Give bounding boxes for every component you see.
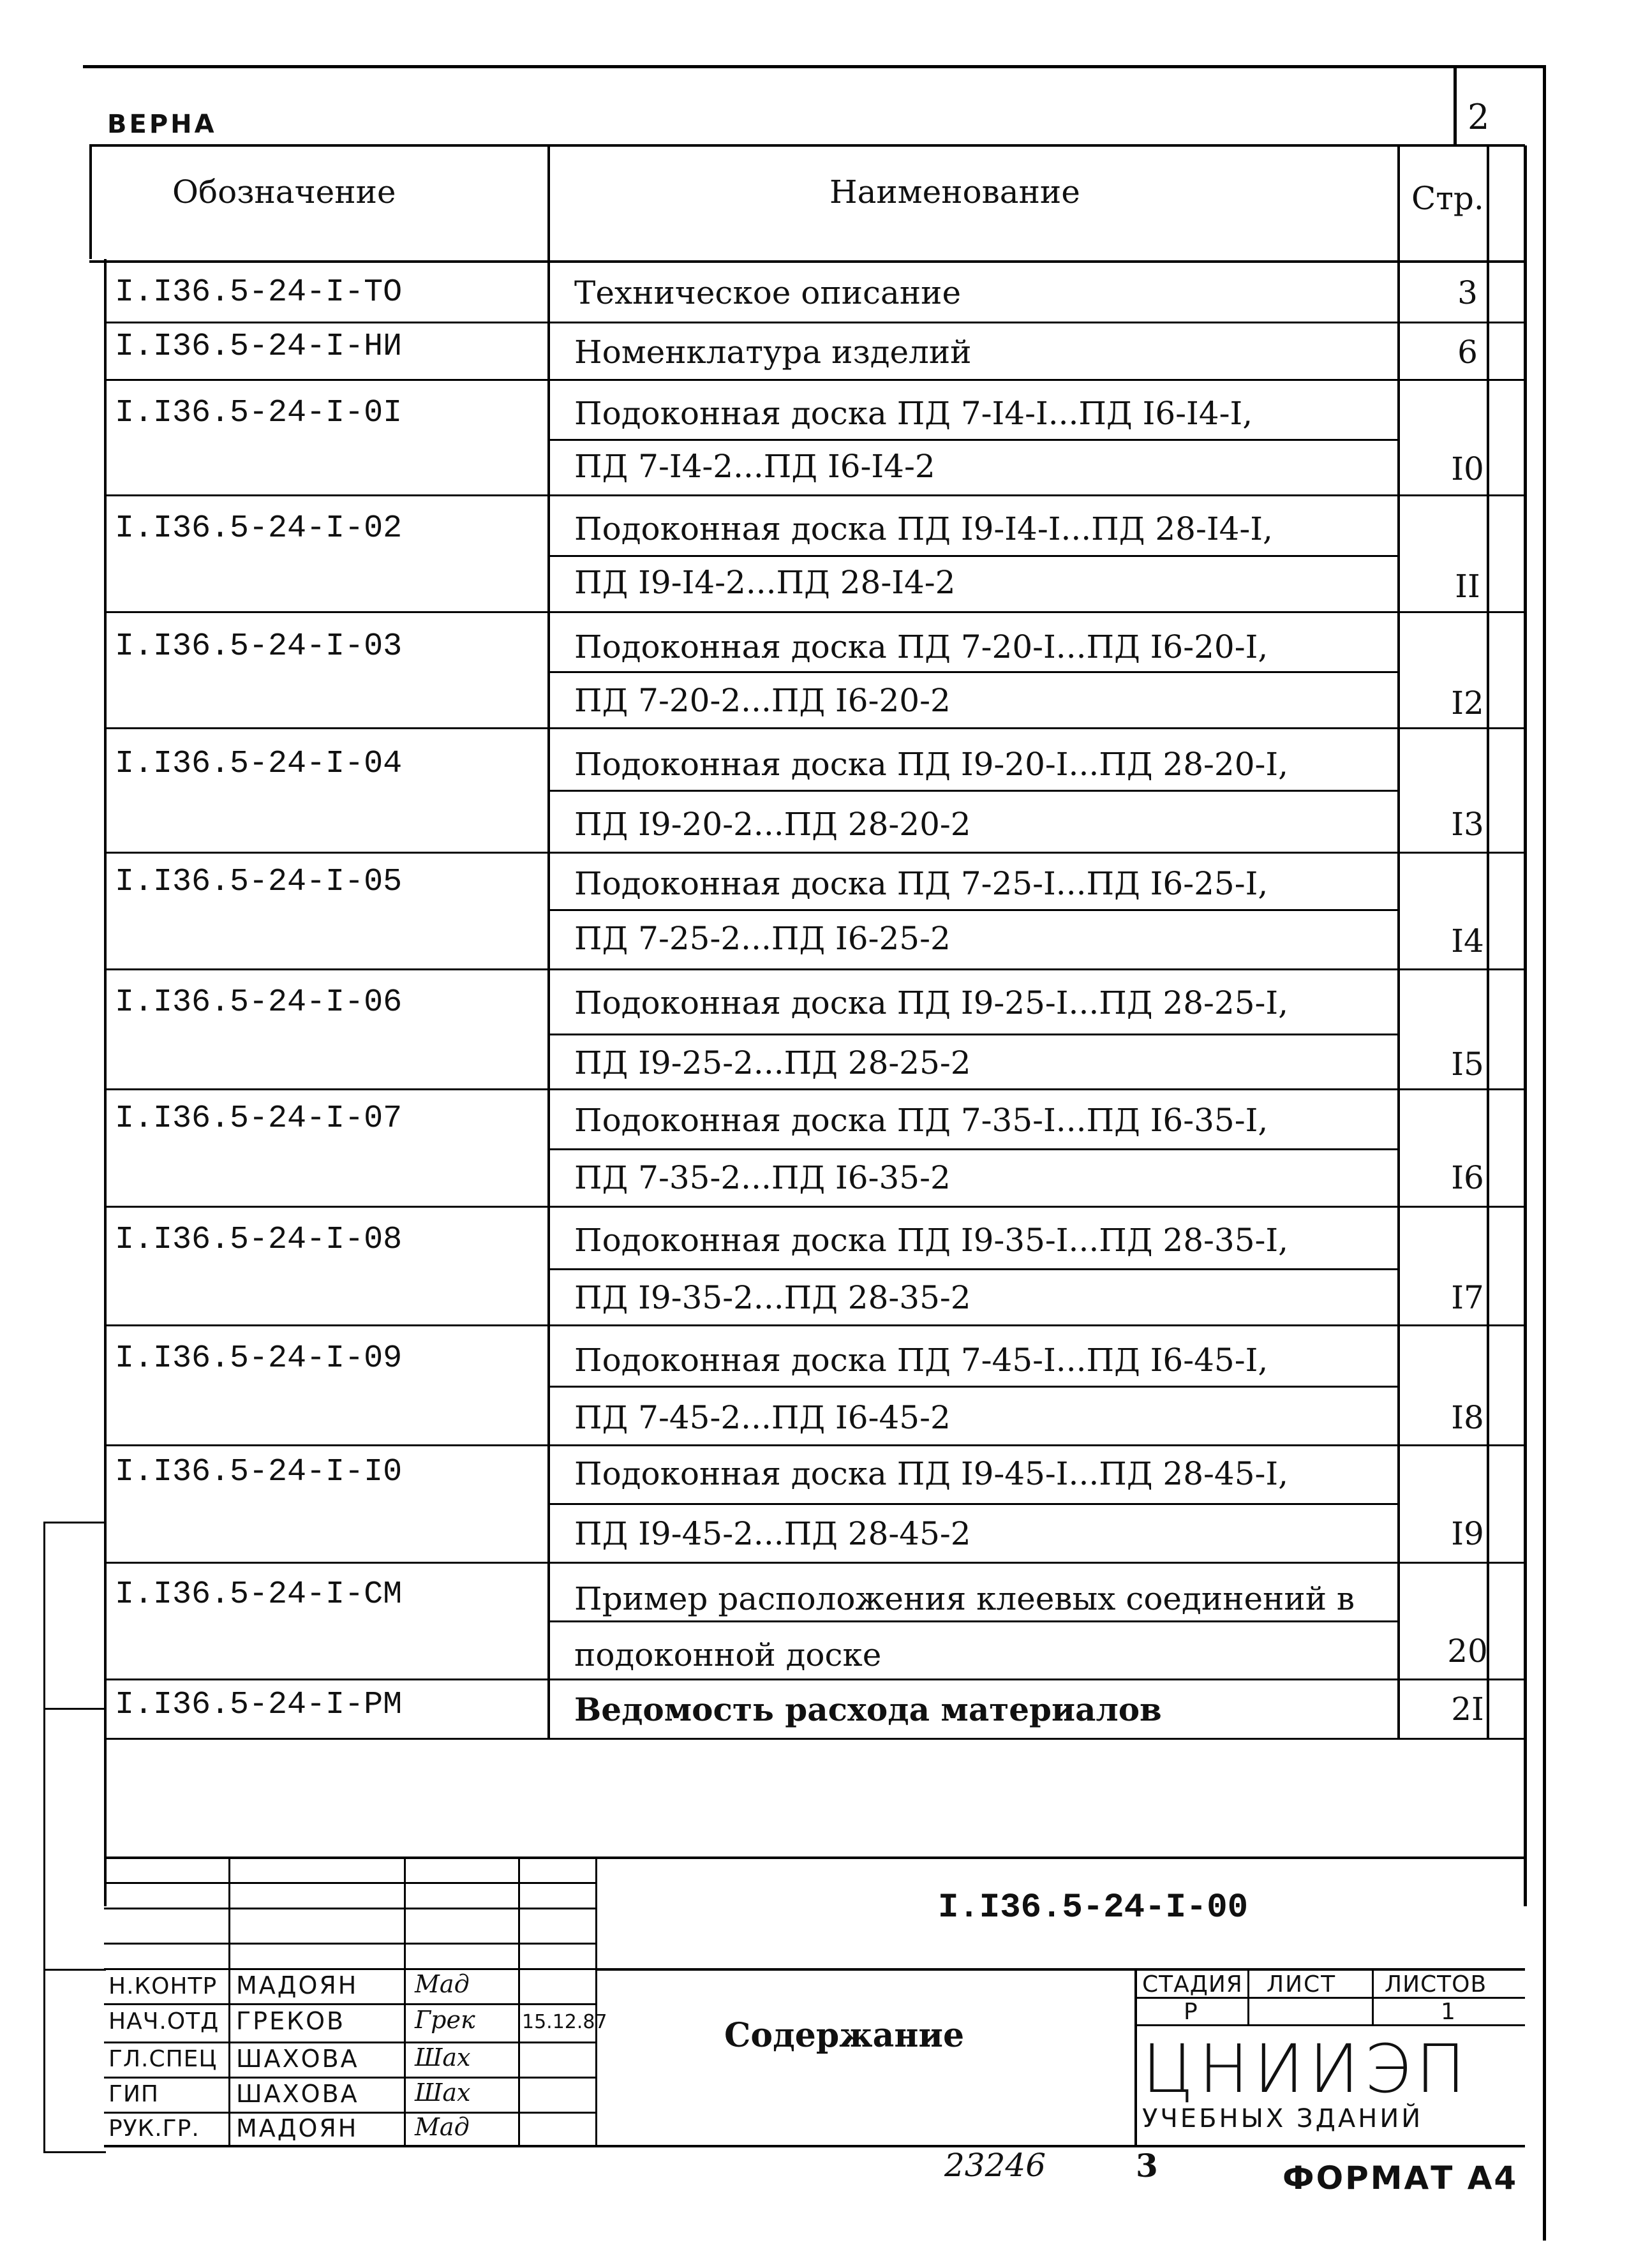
tb-grid bbox=[104, 1968, 597, 1970]
row-code: I.I36.5-24-I-04 bbox=[115, 746, 403, 782]
row-code: I.I36.5-24-I-09 bbox=[115, 1340, 403, 1377]
sign-date: 15.12.87 bbox=[522, 2011, 607, 2033]
margin-line bbox=[43, 1708, 106, 1710]
row-page: I3 bbox=[1451, 806, 1484, 843]
table-left-line bbox=[89, 144, 92, 259]
person-name: МАДОЯН bbox=[236, 1971, 359, 1999]
table-row bbox=[0, 1505, 1636, 1564]
row-code: I.I36.5-24-I-07 bbox=[115, 1101, 403, 1137]
row-page: I8 bbox=[1451, 1399, 1484, 1436]
row-name: Номенклатура изделий bbox=[574, 334, 972, 371]
row-page: I7 bbox=[1451, 1279, 1484, 1316]
row-name: Подоконная доска ПД I9-45-I...ПД 28-45-I, bbox=[574, 1455, 1289, 1492]
table-row bbox=[0, 1564, 1636, 1622]
page-number: 3 bbox=[1136, 2147, 1158, 2184]
sheet-label: ЛИСТ bbox=[1267, 1971, 1337, 1997]
table-row bbox=[0, 440, 1636, 499]
row-name: ПД 7-45-2...ПД I6-45-2 bbox=[574, 1399, 951, 1436]
row-name: ПД I9-35-2...ПД 28-35-2 bbox=[574, 1279, 971, 1316]
verified-stamp: ВЕРНА bbox=[107, 110, 217, 139]
person-name: ШАХОВА bbox=[236, 2045, 359, 2073]
row-name: Подоконная доска ПД 7-I4-I...ПД I6-I4-I, bbox=[574, 395, 1253, 432]
row-name: ПД I9-20-2...ПД 28-20-2 bbox=[574, 806, 971, 843]
table-row bbox=[0, 792, 1636, 850]
stage-label: СТАДИЯ bbox=[1142, 1971, 1243, 1997]
organization-subtitle: УЧЕБНЫХ ЗДАНИЙ bbox=[1142, 2104, 1424, 2133]
row-code: I.I36.5-24-I-РМ bbox=[115, 1687, 403, 1723]
row-name: Подоконная доска ПД I9-35-I...ПД 28-35-I, bbox=[574, 1222, 1289, 1259]
title-block-bottom bbox=[104, 2145, 1525, 2147]
stage-grid bbox=[1247, 1968, 1249, 2024]
table-row bbox=[0, 263, 1636, 322]
row-page: II bbox=[1455, 568, 1480, 605]
row-name: Подоконная доска ПД 7-35-I...ПД I6-35-I, bbox=[574, 1102, 1268, 1139]
tb-grid bbox=[104, 2003, 597, 2005]
role-label: НАЧ.ОТД bbox=[108, 2008, 219, 2035]
signature: Шах bbox=[415, 2079, 471, 2107]
row-code: I.I36.5-24-I-03 bbox=[115, 628, 403, 665]
row-code: I.I36.5-24-I-02 bbox=[115, 510, 403, 547]
archive-number: 23246 bbox=[944, 2147, 1046, 2184]
format-label: ФОРМАТ А4 bbox=[1283, 2160, 1519, 2197]
row-name: Ведомость расхода материалов bbox=[574, 1691, 1162, 1728]
table-row bbox=[0, 854, 1636, 912]
row-name: Подоконная доска ПД I9-I4-I...ПД 28-I4-I, bbox=[574, 510, 1273, 547]
column-header-code: Обозначение bbox=[172, 174, 396, 211]
row-page: I0 bbox=[1451, 450, 1484, 487]
organization-name: ЦНИИЭП bbox=[1142, 2030, 1471, 2108]
table-row bbox=[0, 1035, 1636, 1094]
row-page: 20 bbox=[1447, 1633, 1488, 1670]
row-page: I2 bbox=[1451, 685, 1484, 722]
tb-grid bbox=[104, 2077, 597, 2079]
table-row bbox=[0, 729, 1636, 788]
table-row bbox=[0, 556, 1636, 615]
sheet-number: 2 bbox=[1468, 97, 1490, 137]
row-page: I6 bbox=[1451, 1159, 1484, 1196]
row-name: Подоконная доска ПД 7-25-I...ПД I6-25-I, bbox=[574, 865, 1268, 902]
row-code: I.I36.5-24-I-НИ bbox=[115, 329, 403, 365]
table-row bbox=[0, 323, 1636, 382]
row-page: 2I bbox=[1451, 1691, 1484, 1728]
document-designation: I.I36.5-24-I-00 bbox=[938, 1888, 1249, 1927]
role-label: ГЛ.СПЕЦ bbox=[108, 2046, 218, 2072]
row-code: I.I36.5-24-I-05 bbox=[115, 864, 403, 900]
sheets-value: 1 bbox=[1441, 1999, 1455, 2025]
table-row bbox=[0, 1622, 1636, 1681]
sheet-box-left bbox=[1454, 65, 1457, 145]
signature: Мад bbox=[415, 2113, 470, 2141]
table-row bbox=[0, 1388, 1636, 1446]
person-name: МАДОЯН bbox=[236, 2114, 359, 2142]
signature: Мад bbox=[415, 1970, 470, 1998]
header-bottom-line bbox=[89, 144, 1525, 147]
row-name: ПД 7-I4-2...ПД I6-I4-2 bbox=[574, 448, 935, 485]
title-block-mid bbox=[597, 1968, 1525, 1971]
margin-line bbox=[43, 1522, 45, 2153]
margin-line bbox=[43, 2151, 106, 2153]
row-page: I9 bbox=[1451, 1515, 1484, 1552]
row-code: I.I36.5-24-I-08 bbox=[115, 1222, 403, 1258]
column-header-name: Наименование bbox=[829, 174, 1080, 211]
row-code: I.I36.5-24-I-0I bbox=[115, 395, 403, 431]
row-code: I.I36.5-24-I-СМ bbox=[115, 1576, 403, 1613]
row-name: подоконной доске bbox=[574, 1636, 882, 1673]
table-row bbox=[0, 970, 1636, 1029]
row-name: ПД I9-I4-2...ПД 28-I4-2 bbox=[574, 564, 956, 601]
signature: Грек bbox=[415, 2006, 475, 2034]
row-name: Подоконная доска ПД I9-25-I...ПД 28-25-I, bbox=[574, 984, 1289, 1021]
row-name: ПД 7-20-2...ПД I6-20-2 bbox=[574, 682, 951, 719]
row-page: 3 bbox=[1457, 274, 1478, 311]
tb-grid bbox=[104, 2042, 597, 2043]
row-page: I5 bbox=[1451, 1046, 1484, 1083]
tb-grid bbox=[518, 1857, 520, 2147]
row-code: I.I36.5-24-I-ТО bbox=[115, 274, 403, 311]
table-row bbox=[0, 1446, 1636, 1505]
row-name: ПД 7-35-2...ПД I6-35-2 bbox=[574, 1159, 951, 1196]
table-row bbox=[0, 1090, 1636, 1149]
role-label: ГИП bbox=[108, 2081, 159, 2107]
signature: Шах bbox=[415, 2043, 471, 2072]
margin-line bbox=[43, 1969, 106, 1971]
row-name: Подоконная доска ПД 7-45-I...ПД I6-45-I, bbox=[574, 1342, 1268, 1379]
tb-grid bbox=[104, 1908, 597, 1909]
table-row bbox=[0, 1270, 1636, 1329]
row-page: 6 bbox=[1457, 334, 1478, 371]
margin-line bbox=[43, 1522, 106, 1523]
row-name: ПД 7-25-2...ПД I6-25-2 bbox=[574, 920, 951, 957]
row-name: ПД I9-45-2...ПД 28-45-2 bbox=[574, 1515, 971, 1552]
role-label: Н.КОНТР bbox=[108, 1973, 218, 1999]
row-name: Техническое описание bbox=[574, 274, 962, 311]
row-name: Пример расположения клеевых соединений в bbox=[574, 1580, 1355, 1617]
row-name: Подоконная доска ПД 7-20-I...ПД I6-20-I, bbox=[574, 628, 1268, 665]
tb-grid bbox=[595, 1857, 597, 2147]
table-row bbox=[0, 1150, 1636, 1209]
role-label: РУК.ГР. bbox=[108, 2116, 200, 2142]
tb-grid bbox=[104, 1882, 597, 1884]
column-header-page: Стр. bbox=[1411, 180, 1484, 217]
table-row bbox=[0, 1208, 1636, 1266]
tb-grid bbox=[104, 2112, 597, 2114]
row-code: I.I36.5-24-I-06 bbox=[115, 984, 403, 1021]
row-code: I.I36.5-24-I-I0 bbox=[115, 1454, 403, 1490]
tb-grid bbox=[228, 1857, 230, 2147]
frame-top-line bbox=[83, 65, 1544, 68]
table-row bbox=[0, 673, 1636, 732]
row-name: ПД I9-25-2...ПД 28-25-2 bbox=[574, 1044, 971, 1081]
stage-grid bbox=[1134, 1968, 1137, 2147]
row-name: Подоконная доска ПД I9-20-I...ПД 28-20-I, bbox=[574, 746, 1289, 783]
table-row bbox=[0, 381, 1636, 440]
row-page: I4 bbox=[1451, 923, 1484, 960]
stage-grid bbox=[1372, 1968, 1374, 2024]
tb-grid bbox=[104, 1943, 597, 1945]
document-title: Содержание bbox=[724, 2016, 965, 2055]
sheets-label: ЛИСТОВ bbox=[1385, 1971, 1487, 1997]
table-row bbox=[0, 1326, 1636, 1385]
row-divider bbox=[104, 1738, 1525, 1740]
table-row bbox=[0, 911, 1636, 970]
table-row bbox=[0, 1680, 1636, 1739]
table-row bbox=[0, 496, 1636, 555]
tb-grid bbox=[404, 1857, 406, 2147]
table-row bbox=[0, 613, 1636, 672]
stage-value: Р bbox=[1184, 1999, 1198, 2025]
person-name: ШАХОВА bbox=[236, 2080, 359, 2108]
person-name: ГРЕКОВ bbox=[236, 2007, 346, 2035]
title-block-top bbox=[104, 1857, 1525, 1859]
